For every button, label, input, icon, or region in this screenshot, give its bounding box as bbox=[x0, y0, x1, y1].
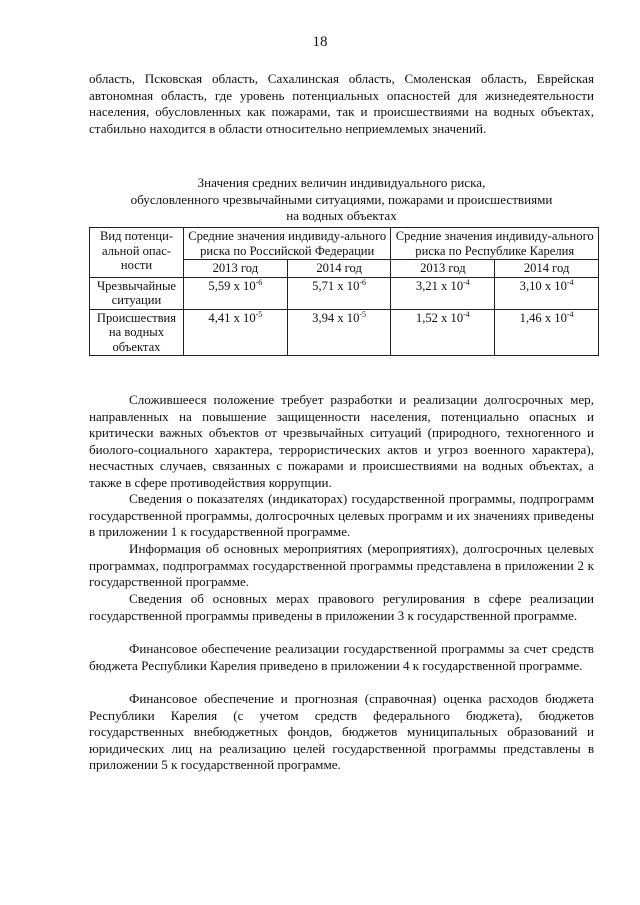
row-label: Чрезвычайные ситуации bbox=[90, 277, 184, 309]
header-karelia-2013: 2013 год bbox=[391, 260, 495, 278]
cell-value: 1,46 х $10^{-4}$ bbox=[495, 309, 599, 356]
table-caption-line-3: на водных объектах bbox=[286, 208, 397, 224]
cell-value: 3,10 х $10^{-4}$ bbox=[495, 277, 599, 309]
intro-paragraph: область, Псковская область, Сахалинская область, Смоленская область, Еврейская автономная область, где уровень потенциальных опасностей для жизнедеятельности населения, обусловленных как пожарами, так и происшествиями на водных объектах, стабильно находится в области относительно неприемлемых значений. bbox=[89, 71, 594, 136]
cell-value: 5,71 х $10^{-6}$ bbox=[287, 277, 391, 309]
header-rf-2013: 2013 год bbox=[183, 260, 287, 278]
table-caption bbox=[89, 175, 594, 225]
table-row bbox=[90, 277, 599, 309]
row-label: Происшествия на водных объектах bbox=[90, 309, 184, 356]
body-paragraph: Сложившееся положение требует разработки и реализации долгосрочных мер, направленных на повышение защищенности населения, потенциально опасных и критически важных объектов от чрезвычайных ситуаций (природного, техногенного и биолого-социального характера, террористических актов и угроз военного характера), несчастных случаев, связанных с пожарами и происшествиями на водных объектах, а также в сфере противодействия коррупции. bbox=[89, 392, 594, 490]
risk-table bbox=[89, 227, 599, 356]
cell-value: 5,59 х $10^{-6}$ bbox=[183, 277, 287, 309]
cell-value: 4,41 х $10^{-5}$ bbox=[183, 309, 287, 356]
page-number: 18 bbox=[312, 34, 328, 50]
header-russia: Средние значения индивиду-ального риска по Российской Федерации bbox=[183, 228, 391, 260]
body-paragraph: Сведения об основных мерах правового регулирования в сфере реализации государственной программы приведены в приложении 3 к государственной программе. bbox=[89, 591, 594, 623]
table-header-row bbox=[90, 228, 599, 260]
body-paragraph: Информация об основных мероприятиях (мероприятиях), долгосрочных целевых программах, подпрограммах государственной программы представлена в приложении 2 к государственной программе. bbox=[89, 541, 594, 590]
table-caption-line-1: Значения средних величин индивидуального риска, bbox=[197, 175, 486, 190]
body-paragraph: Финансовое обеспечение реализации государственной программы за счет средств бюджета Республики Карелия приведено в приложении 4 к государственной программе. bbox=[89, 641, 594, 673]
header-rf-2014: 2014 год bbox=[287, 260, 391, 278]
table-caption-line-2: обусловленного чрезвычайными ситуациями, пожарами и происшествиями bbox=[130, 191, 553, 207]
header-hazard-type: Вид потенци-альной опас-ности bbox=[90, 228, 184, 278]
table-row bbox=[90, 309, 599, 356]
cell-value: 1,52 х $10^{-4}$ bbox=[391, 309, 495, 356]
body-paragraph: Финансовое обеспечение и прогнозная (справочная) оценка расходов бюджета Республики Карелия (с учетом средств федерального бюджета), бюджетов государственных внебюджетных фондов, бюджетов муниципальных образований и юридических лиц на реализацию целей государственной программы представлены в приложении 5 к государственной программе. bbox=[89, 691, 594, 773]
cell-value: 3,21 х $10^{-4}$ bbox=[391, 277, 495, 309]
header-karelia: Средние значения индивиду-ального риска по Республике Карелия bbox=[391, 228, 599, 260]
cell-value: 3,94 х $10^{-5}$ bbox=[287, 309, 391, 356]
body-paragraph: Сведения о показателях (индикаторах) государственной программы, подпрограмм государственной программы, долгосрочных целевых программ и их значениях приведены в приложении 1 к государственной программе. bbox=[89, 491, 594, 540]
header-karelia-2014: 2014 год bbox=[495, 260, 599, 278]
